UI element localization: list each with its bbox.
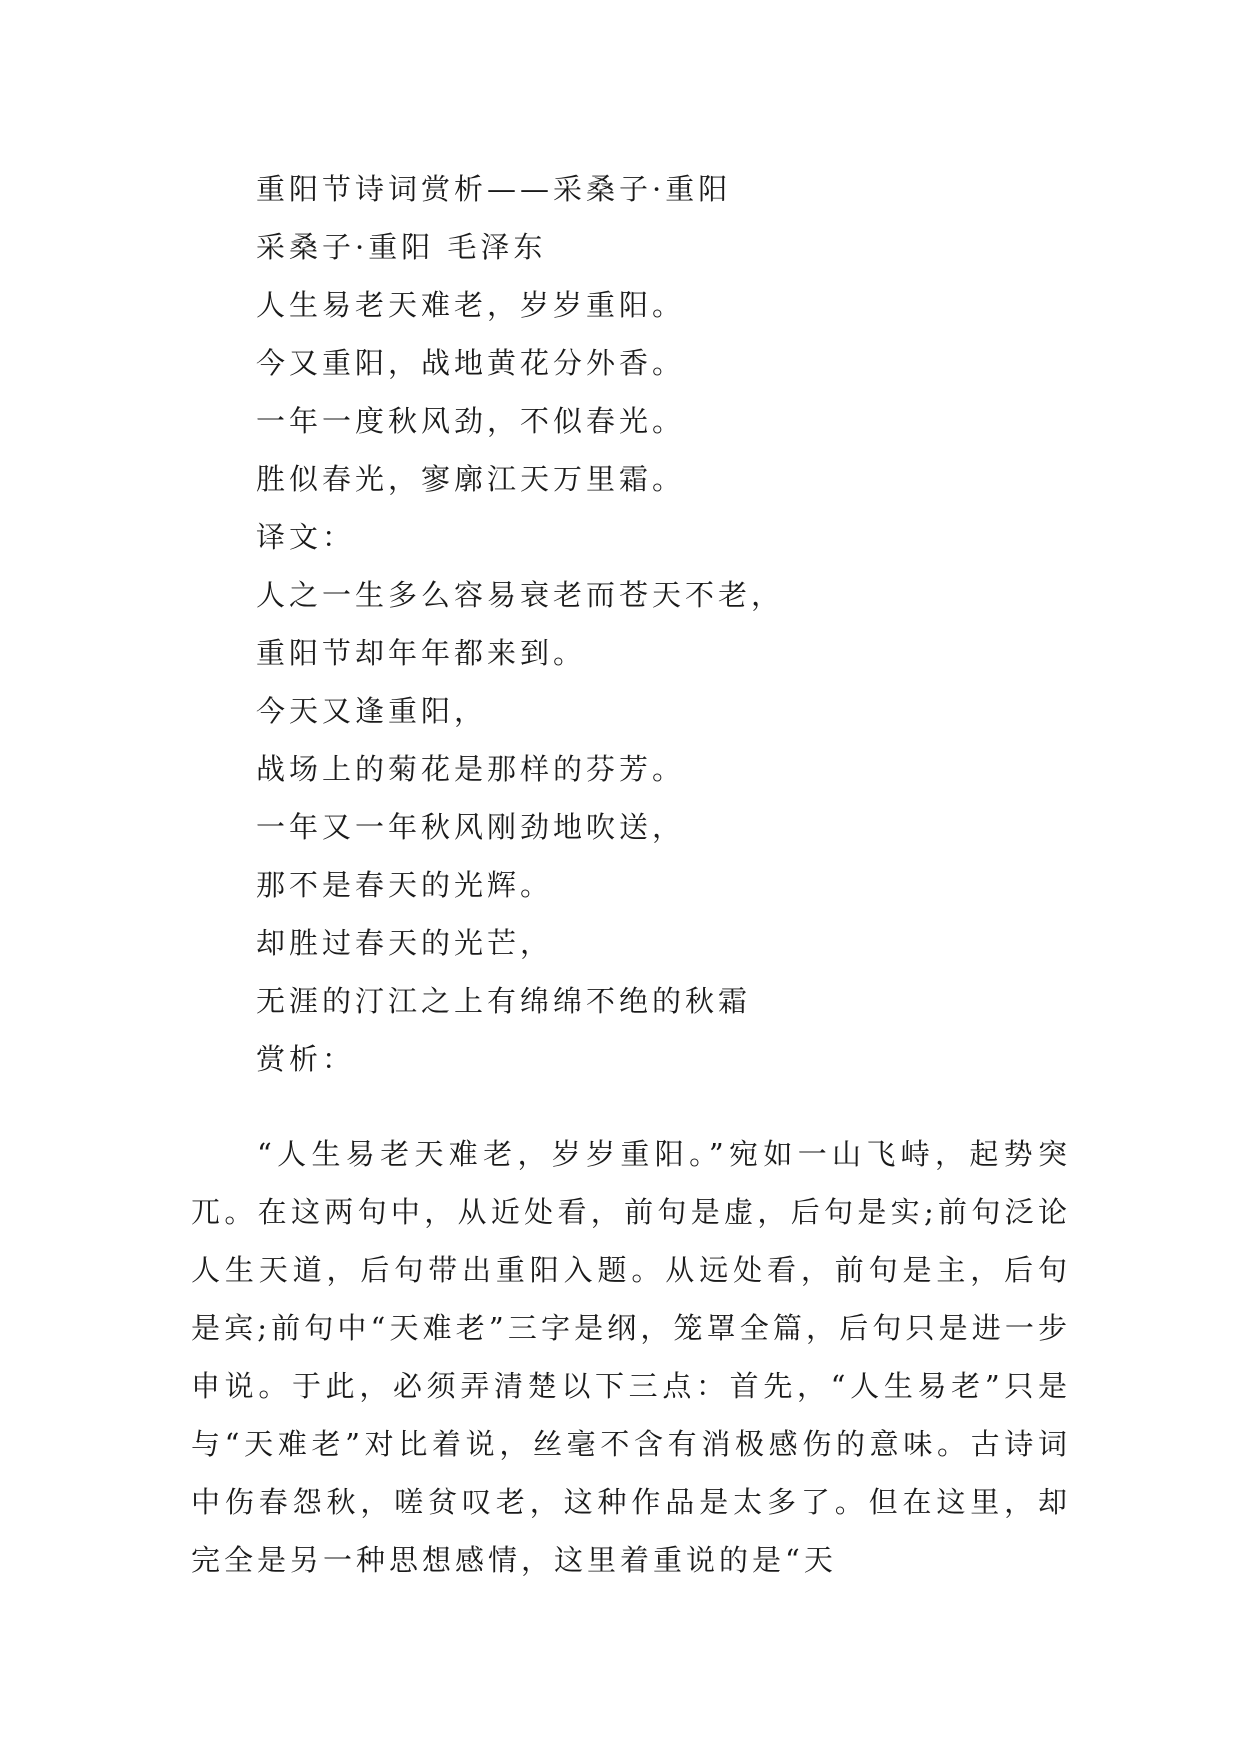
poem-line: 胜似春光，寥廓江天万里霜。 [256, 462, 686, 496]
appreciation-heading: 赏析： [256, 1042, 356, 1076]
poem-section [256, 160, 1056, 1088]
translation-line: 重阳节却年年都来到。 [256, 636, 587, 670]
translation-heading: 译文： [256, 520, 356, 554]
poem-title-author: 采桑子·重阳 毛泽东 [256, 230, 547, 264]
translation-line: 今天又逢重阳， [256, 694, 488, 728]
translation-line: 却胜过春天的光芒， [256, 926, 554, 960]
poem-line: 今又重阳，战地黄花分外香。 [256, 346, 686, 380]
translation-line: 那不是春天的光辉。 [256, 868, 554, 902]
appreciation-paragraph: “人生易老天难老，岁岁重阳。”宛如一山飞峙，起势突兀。在这两句中，从近处看，前句是虚，后句是实;前句泛论人生天道，后句带出重阳入题。从远处看，前句是主，后句是宾;前句中“天难老”三字是纲，笼罩全篇，后句只是进一步申说。于此，必须弄清楚以下三点：首先，“人生易老”只是与“天难老”对比着说，丝毫不含有消极感伤的意味。古诗词中伤春怨秋，嗟贫叹老，这种作品是太多了。但在这里，却完全是另一种思想感情，这里着重说的是“天 [191, 1137, 1071, 1577]
document-title: 重阳节诗词赏析——采桑子·重阳 [256, 172, 732, 206]
translation-line: 人之一生多么容易衰老而苍天不老， [256, 578, 785, 612]
translation-line: 战场上的菊花是那样的芬芳。 [256, 752, 686, 786]
poem-line: 人生易老天难老，岁岁重阳。 [256, 288, 686, 322]
poem-line: 一年一度秋风劲，不似春光。 [256, 404, 686, 438]
translation-line: 无涯的汀江之上有绵绵不绝的秋霜 [256, 984, 752, 1018]
translation-line: 一年又一年秋风刚劲地吹送， [256, 810, 686, 844]
